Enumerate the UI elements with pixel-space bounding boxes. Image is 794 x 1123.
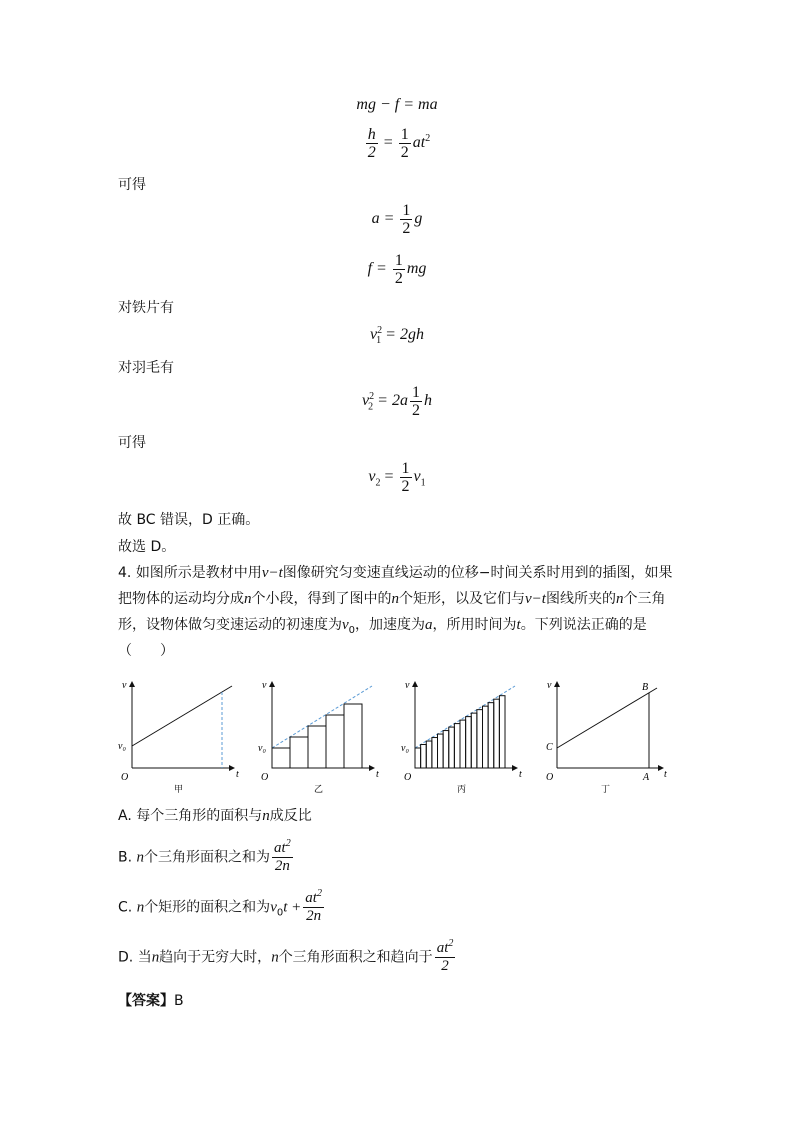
x-axis-label: t xyxy=(664,769,667,780)
text-feather: 对羽毛有 xyxy=(118,360,174,376)
thin-rect xyxy=(432,738,438,768)
figure-bing xyxy=(395,676,525,806)
text-kede-1: 可得 xyxy=(118,177,146,193)
vt-line xyxy=(132,686,232,746)
rect-2 xyxy=(290,737,308,768)
option-a: A. 每个三角形的面积与n成反比 xyxy=(118,808,312,824)
thin-rect xyxy=(494,699,500,768)
thin-rect xyxy=(438,734,444,768)
option-d: D. 当n趋向于无穷大时，n个三角形面积之和趋向于 $\frac{at^2}{2}$ xyxy=(118,938,454,974)
option-c: C. n个矩形的面积之和为$v_0t$ + $\frac{at^2}{2n}$ xyxy=(118,888,322,924)
vt-line xyxy=(557,688,657,748)
question-4: 4. 如图所示是教材中用v−t图像研究匀变速直线运动的位移−时间关系时用到的插图，如果把物体的运动均分成n个小段，得到了图中的n个矩形，以及它们与v−t图线所夹的n个三角形，设物体做匀变速运动的初速度为$v_0$，加速度为a，所用时间为t。下列说法正确的是（ ） xyxy=(118,565,673,659)
point-c-label: C xyxy=(546,742,553,753)
origin-label: O xyxy=(404,772,412,783)
origin-label: O xyxy=(121,772,129,783)
rect-5 xyxy=(344,704,362,768)
caption: 丁 xyxy=(601,785,611,795)
thin-rect xyxy=(415,748,421,768)
thin-rect xyxy=(483,706,489,768)
thin-rect xyxy=(449,727,455,768)
x-axis-label: t xyxy=(519,769,522,780)
rect-3 xyxy=(308,726,326,768)
dashed-vt-line xyxy=(272,686,372,748)
equation-newton: mg − f = ma xyxy=(356,96,438,113)
equation-feather-velocity: $v^2_2 = 2a$ $\frac{1}{2}$ h xyxy=(362,384,432,419)
point-a-label: A xyxy=(643,772,650,783)
thin-rect xyxy=(488,703,494,768)
text-conclusion: 故 BC 错误，D 正确。 xyxy=(118,512,260,528)
thin-rect xyxy=(443,731,449,768)
caption: 丙 xyxy=(457,785,467,795)
caption: 乙 xyxy=(314,785,324,795)
thin-rect xyxy=(426,741,432,768)
equation-velocity-ratio: $v_2$ = $\frac{1}{2}$ $v_1$ xyxy=(368,460,426,495)
origin-label: O xyxy=(261,772,269,783)
text-iron-piece: 对铁片有 xyxy=(118,300,174,316)
text-kede-2: 可得 xyxy=(118,435,146,451)
v0-label: v₀ xyxy=(401,743,409,754)
v0-label: v₀ xyxy=(258,743,266,754)
y-axis-label: v xyxy=(122,680,127,691)
thin-rect xyxy=(471,713,477,768)
y-axis-label: v xyxy=(547,680,552,691)
thin-rect xyxy=(454,724,460,768)
option-b: B. n个三角形面积之和为 $\frac{at^2}{2n}$ xyxy=(118,838,291,874)
thin-rect xyxy=(477,710,483,768)
equation-friction: f = $\frac{1}{2}$ mg xyxy=(367,252,427,287)
y-axis-label: v xyxy=(405,680,410,691)
thin-rect xyxy=(466,717,472,768)
caption: 甲 xyxy=(174,785,184,795)
equation-iron-velocity: $v^2_1 = 2gh$ xyxy=(370,324,424,347)
figure-ding xyxy=(537,676,677,806)
x-axis-label: t xyxy=(236,769,239,780)
text-choose: 故选 D。 xyxy=(118,539,176,555)
answer: 【答案】B xyxy=(118,993,184,1009)
figure-row xyxy=(112,676,672,806)
figure-yi xyxy=(252,676,382,806)
x-axis-label: t xyxy=(376,769,379,780)
thin-rect xyxy=(499,696,505,768)
thin-rect xyxy=(421,745,427,768)
point-b-label: B xyxy=(642,682,649,693)
figure-jia xyxy=(112,676,242,806)
equation-height: $\frac{h}{2}$ = $\frac{1}{2}$ $at^2$ xyxy=(367,126,431,161)
equation-acceleration: a = $\frac{1}{2}$ g xyxy=(371,202,423,237)
v0-label: v₀ xyxy=(118,741,126,752)
rect-4 xyxy=(326,715,344,768)
rect-1 xyxy=(272,748,290,768)
origin-label: O xyxy=(546,772,554,783)
y-axis-label: v xyxy=(262,680,267,691)
thin-rect xyxy=(460,720,466,768)
thin-rect-group xyxy=(415,696,505,768)
